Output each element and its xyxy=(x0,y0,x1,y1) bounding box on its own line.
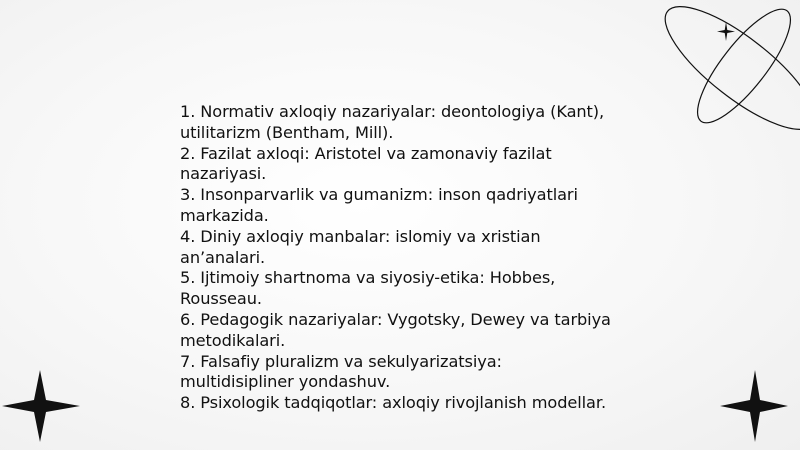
list-item: 8. Psixologik tadqiqotlar: axloqiy rivojlanish modellar. xyxy=(180,393,606,413)
list-item: 6. Pedagogik nazariyalar: Vygotsky, Dewey va tarbiya metodikalari. xyxy=(180,309,611,350)
four-point-star-icon xyxy=(0,368,82,444)
list-item: 4. Diniy axloqiy manbalar: islomiy va xristian an’analari. xyxy=(180,226,541,267)
list-item: 5. Ijtimoiy shartnoma va siyosiy-etika: Hobbes, Rousseau. xyxy=(180,268,556,309)
list-item: 1. Normativ axloqiy nazariyalar: deontologiya (Kant), utilitarizm (Bentham, Mill). xyxy=(180,102,605,142)
list-item: 3. Insonparvarlik va gumanizm: inson qadriyatlari markazida. xyxy=(180,185,578,225)
orbit-lines-icon xyxy=(660,0,800,150)
list-item: 2. Fazilat axloqi: Aristotel va zamonaviy fazilat nazariyasi. xyxy=(180,143,552,184)
list-item: 7. Falsafiy pluralizm va sekulyarizatsiya: multidisipliner yondashuv. xyxy=(180,351,502,392)
content-list xyxy=(180,102,620,414)
four-point-sparkle-icon xyxy=(717,22,735,41)
four-point-star-icon xyxy=(718,368,790,444)
